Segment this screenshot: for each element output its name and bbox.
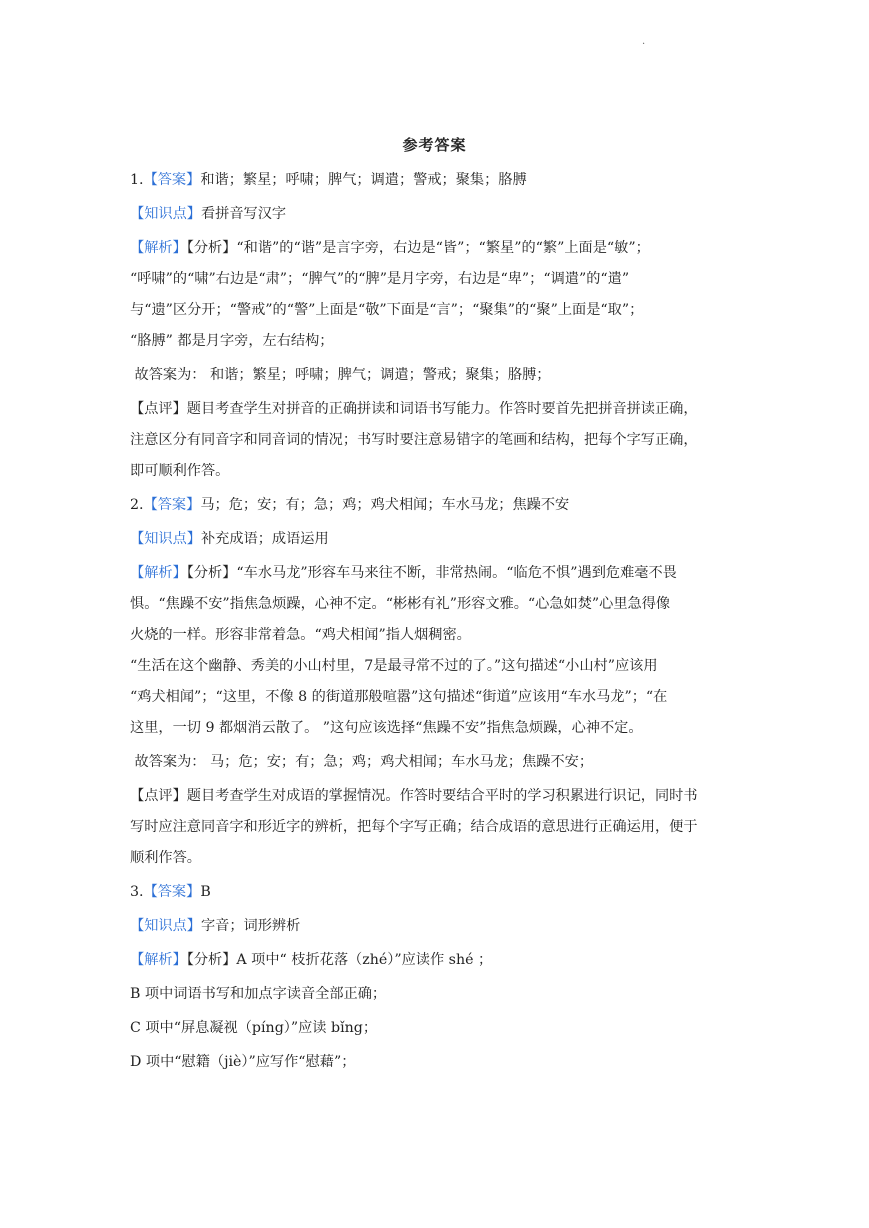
q3-kp: 字音；词形辨析 bbox=[200, 918, 301, 934]
q2-answer: 马；危；安；有；急；鸡；鸡犬相闻；车水马龙；焦躁不安 bbox=[200, 497, 570, 513]
answer-body bbox=[130, 165, 742, 1078]
page-title: 参考答案 bbox=[402, 136, 467, 154]
q2-analysis-line: 这里，一切 9 都烟消云散了。 ”这句应该选择“焦躁不安”指焦急烦躁，心神不定。 bbox=[130, 720, 643, 736]
q1-kp-tag: 【知识点】 bbox=[130, 206, 201, 222]
q3-analysis-line bbox=[130, 945, 742, 976]
q3-analysis-line: C 项中“屏息凝视（píng）”应读 bǐng； bbox=[130, 1020, 378, 1036]
q1-answer-line bbox=[130, 165, 742, 196]
q3-number: 3. bbox=[130, 884, 144, 900]
q1-answer-tag: 【答案】 bbox=[143, 172, 201, 188]
q1-comment-line: 即可顺利作答。 bbox=[130, 463, 230, 479]
corner-mark: . bbox=[642, 36, 646, 47]
q1-kp-line bbox=[130, 199, 742, 230]
q1-number: 1. bbox=[130, 172, 144, 188]
q2-analysis-line: 火烧的一样。形容非常着急。“鸡犬相闻”指人烟稠密。 bbox=[130, 627, 471, 643]
q1-kp: 看拼音写汉字 bbox=[200, 206, 287, 222]
q1-comment-line: 注意区分有同音字和同音词的情况；书写时要注意易错字的笔画和结构，把每个字写正确， bbox=[130, 432, 698, 448]
q2-final-answer: 故答案为： 马；危；安；有；急；鸡；鸡犬相闻；车水马龙；焦躁不安； bbox=[130, 754, 594, 770]
q2-comment-line: 写时应注意同音字和形近字的辨析，把每个字写正确；结合成语的意思进行正确运用，便于 bbox=[130, 819, 698, 835]
q1-analysis-text: 【分析】“和谐”的“谐”是言字旁，右边是“皆”；“繁星”的“繁”上面是“敏”； bbox=[186, 240, 650, 256]
q2-kp-line bbox=[130, 524, 742, 555]
q1-analysis-line bbox=[130, 233, 742, 264]
q3-analysis-line: D 项中“慰籍（jiè）”应写作“慰藉”； bbox=[130, 1054, 356, 1070]
q1-analysis-line: “胳膊” 都是月字旁，左右结构； bbox=[130, 333, 334, 349]
q2-comment-line: 顺利作答。 bbox=[130, 850, 201, 866]
q1-comment-line: 【点评】题目考查学生对拼音的正确拼读和词语书写能力。作答时要首先把拼音拼读正确， bbox=[130, 401, 698, 417]
q1-final-answer: 故答案为： 和谐；繁星；呼啸；脾气；调遣；警戒；聚集；胳膊； bbox=[130, 367, 551, 383]
q2-analysis-line: 惧。“焦躁不安”指焦急烦躁，心神不定。“彬彬有礼”形容文雅。“心急如焚”心里急得像 bbox=[130, 596, 671, 612]
q1-analysis-line: “呼啸”的“啸”右边是“肃”；“脾气”的“脾”是月字旁，右边是“卑”；“调遣”的“遣” bbox=[130, 271, 630, 287]
q2-analysis-tag: 【解析】 bbox=[130, 565, 187, 581]
q2-analysis-text: 【分析】“车水马龙”形容车马来往不断，非常热闹。“临危不惧”遇到危难毫不畏 bbox=[186, 565, 677, 581]
q2-kp: 补充成语；成语运用 bbox=[200, 531, 329, 547]
q1-analysis-tag: 【解析】 bbox=[130, 240, 187, 256]
q2-analysis-line: “鸡犬相闻”；“这里，不像 8 的街道那般喧嚣”这句描述“街道”应该用“车水马龙”；“在 bbox=[130, 689, 668, 705]
q3-answer: B bbox=[200, 884, 211, 900]
q3-analysis-tag: 【解析】 bbox=[130, 952, 187, 968]
q3-analysis-line: B 项中词语书写和加点字读音全部正确； bbox=[130, 986, 387, 1002]
q1-answer: 和谐；繁星；呼啸；脾气；调遣；警戒；聚集；胳膊 bbox=[200, 172, 527, 188]
q3-kp-line bbox=[130, 911, 742, 942]
q3-answer-tag: 【答案】 bbox=[143, 884, 201, 900]
q2-analysis-line bbox=[130, 558, 742, 589]
q2-comment-line: 【点评】题目考查学生对成语的掌握情况。作答时要结合平时的学习积累进行识记，同时书 bbox=[130, 788, 698, 804]
q2-answer-line bbox=[130, 490, 742, 521]
q2-kp-tag: 【知识点】 bbox=[130, 531, 201, 547]
q3-answer-line bbox=[130, 877, 742, 908]
q2-analysis-line: “生活在这个幽静、秀美的小山村里，7是最寻常不过的了。”这句描述“小山村”应该用 bbox=[130, 658, 658, 674]
q3-analysis-text: 【分析】A 项中“ 枝折花落（zhé）”应读作 shé ； bbox=[186, 952, 493, 968]
q2-answer-tag: 【答案】 bbox=[143, 497, 201, 513]
q3-kp-tag: 【知识点】 bbox=[130, 918, 201, 934]
q1-analysis-line: 与“遗”区分开；“警戒”的“警”上面是“敬”下面是“言”；“聚集”的“聚”上面是“取”； bbox=[130, 302, 644, 318]
q2-number: 2. bbox=[130, 497, 144, 513]
